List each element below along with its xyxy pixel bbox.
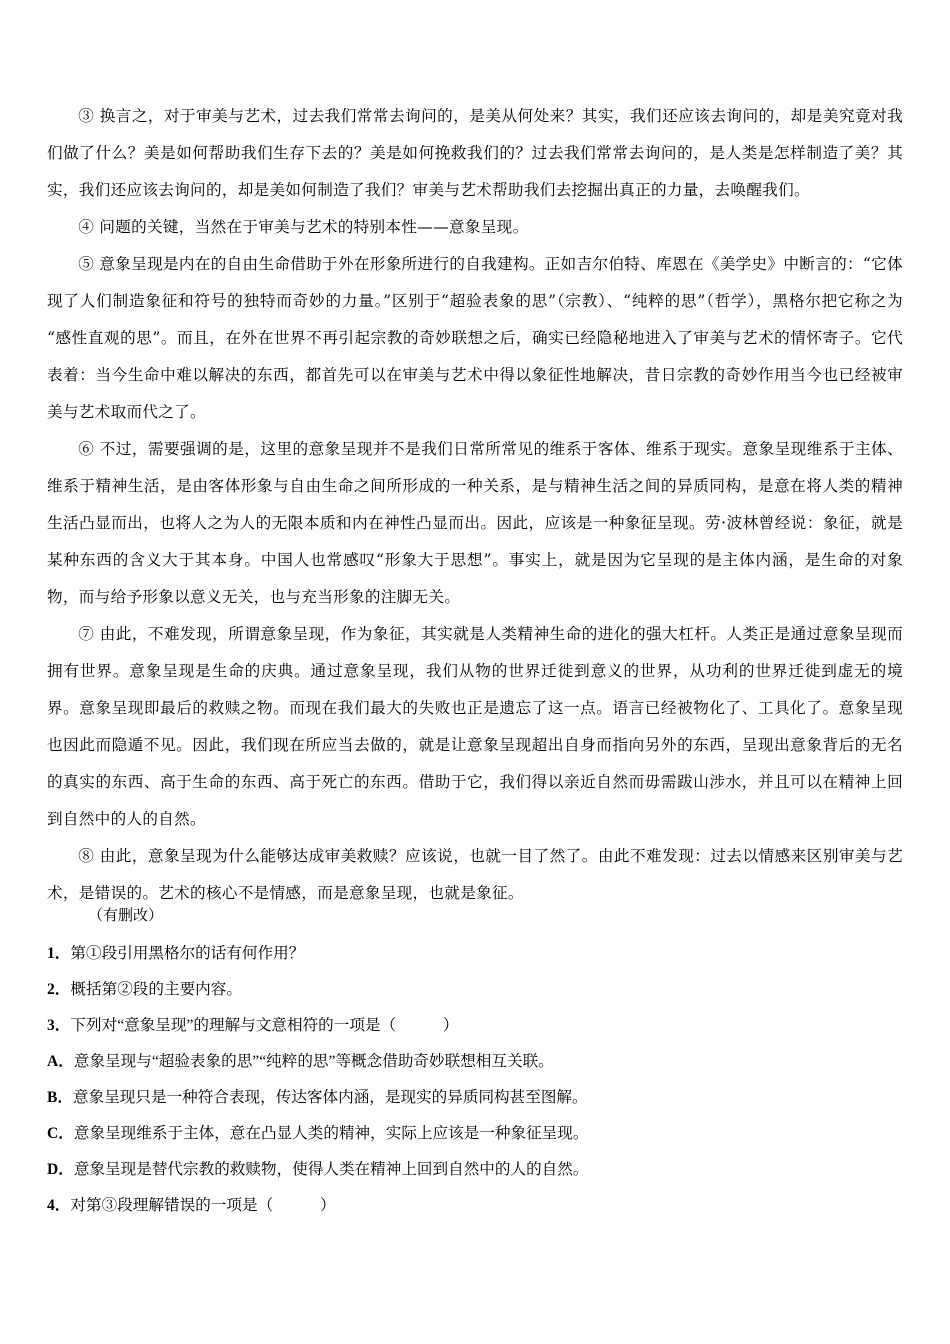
question-4 <box>47 1188 907 1224</box>
paragraph-3: ③ 换言之，对于审美与艺术，过去我们常常去询问的，是美从何处来？其实，我们还应该去询问的，却是美究竟对我们做了什么？美是如何帮助我们生存下去的？美是如何挽救我们的？过去我们常常去询问的，是人类是怎样制造了美？其实，我们还应该去询问的，却是美如何制造了我们？审美与艺术帮助我们去挖掘出真正的力量，去唤醒我们。 <box>47 107 903 199</box>
option-text: 意象呈现只是一种符合表现，传达客体内涵，是现实的异质同构甚至图解。 <box>73 1089 588 1106</box>
option-label: D． <box>47 1161 74 1178</box>
paragraph-4: ④ 问题的关键，当然在于审美与艺术的特别本性——意象呈现。 <box>78 218 529 236</box>
passage <box>47 98 903 912</box>
question-text: 下列对“意象呈现”的理解与文意相符的一项是（ ） <box>70 1017 459 1034</box>
source-note: （有删改） <box>88 908 164 924</box>
option-label: C． <box>47 1125 74 1142</box>
question-number: 2． <box>47 981 71 998</box>
option-text: 意象呈现是替代宗教的救赎物，使得人类在精神上回到自然中的人的自然。 <box>73 1161 589 1178</box>
option-text: 意象呈现与“超验表象的思”“纯粹的思”等概念借助奇妙联想相互关联。 <box>73 1053 554 1070</box>
question-number: 4． <box>47 1197 71 1214</box>
questions-section <box>47 936 907 1224</box>
option-label: B． <box>47 1089 73 1106</box>
paragraph-7: ⑦ 由此，不难发现，所谓意象呈现，作为象征，其实就是人类精神生命的进化的强大杠杆。人类正是通过意象呈现而拥有世界。意象呈现是生命的庆典。通过意象呈现，我们从物的世界迁徙到意义的世界，从功利的世界迁徙到虚无的境界。意象呈现即最后的救赎之物。而现在我们最大的失败也正是遗忘了这一点。语言已经被物化了、工具化了。意象呈现也因此而隐遁不见。因此，我们现在所应当去做的，就是让意象呈现超出自身而指向另外的东西，呈现出意象背后的无名的真实的东西、高于生命的东西、高于死亡的东西。借助于它，我们得以亲近自然而毋需跋山涉水，并且可以在精神上回到自然中的人的自然。 <box>47 625 903 828</box>
option-c <box>47 1116 907 1152</box>
question-3 <box>47 1008 907 1044</box>
emphasized-word: 错误 · · <box>164 1197 195 1214</box>
paragraph-6: ⑥ 不过，需要强调的是，这里的意象呈现并不是我们日常所常见的维系于客体、维系于现实。意象呈现维系于主体、维系于精神生活，是由客体形象与自由生命之间所形成的一种关系，是与精神生活之间的异质同构，是意在将人类的精神生活凸显而出，也将人之为人的无限本质和内在神性凸显而出。因此，应该是一种象征呈现。劳·波林曾经说：象征，就是某种东西的含义大于其本身。中国人也常感叹“形象大于思想”。事实上，就是因为它呈现的是主体内涵，是生命的对象物，而与给予形象以意义无关，也与充当形象的注脚无关。 <box>47 440 903 606</box>
option-label: A． <box>47 1053 74 1070</box>
question-number: 3． <box>47 1017 71 1034</box>
question-text: 第①段引用黑格尔的话有何作用？ <box>70 945 305 962</box>
paragraph-8: ⑧ 由此，意象呈现为什么能够达成审美救赎？应该说，也就一目了然了。由此不难发现：过去以情感来区别审美与艺术，是错误的。艺术的核心不是情感，而是意象呈现，也就是象征。 <box>47 847 903 902</box>
question-text-before: 对第③段理解 <box>70 1197 164 1214</box>
question-1 <box>47 936 907 972</box>
paragraph-5: ⑤ 意象呈现是内在的自由生命借助于外在形象所进行的自我建构。正如吉尔伯特、库恩在《美学史》中断言的：“它体现了人们制造象征和符号的独特而奇妙的力量。”区别于“超验表象的思”（宗教）、“纯粹的思”（哲学），黑格尔把它称之为 “感性直观的思”。而且，在外在世界不再引起宗教的奇妙联想之后，确实已经隐秘地进入了审美与艺术的情怀寄子。它代表着：当今生命中难以解决的东西，都首先可以在审美与艺术中得以象征性地解决，昔日宗教的奇妙作用当今也已经被审美与艺术取而代之了。 <box>47 255 903 421</box>
question-2 <box>47 972 907 1008</box>
option-b <box>47 1080 907 1116</box>
option-text: 意象呈现维系于主体，意在凸显人类的精神，实际上应该是一种象征呈现。 <box>73 1125 589 1142</box>
question-number: 1． <box>47 945 71 962</box>
question-text-after: 的一项是（ ） <box>195 1197 336 1214</box>
question-text: 概括第②段的主要内容。 <box>70 981 242 998</box>
option-a <box>47 1044 907 1080</box>
